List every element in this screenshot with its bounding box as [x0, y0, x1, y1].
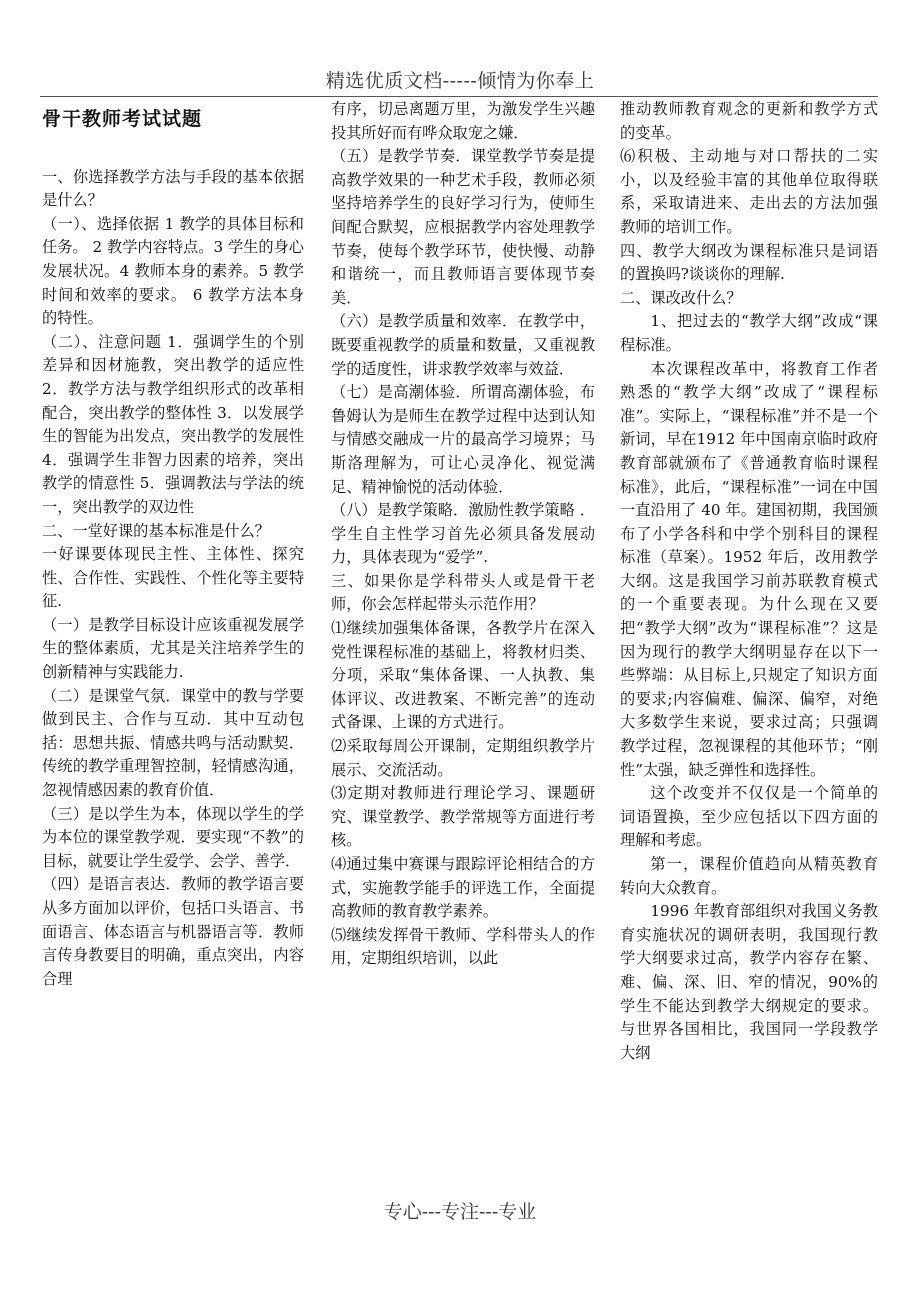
paragraph: ⑹积极、主动地与对口帮扶的二实小，以及经验丰富的其他单位取得联系，采取请进来、走出去的方法加强教师的培训工作。: [620, 147, 878, 236]
question-2: 二、一堂好课的基本标准是什么？: [42, 521, 270, 540]
page-footer: 专心---专注---专业: [383, 1201, 537, 1223]
question-4: 四、教学大纲改为课程标准只是词语的置换吗?谈谈你的理解.: [620, 241, 878, 284]
paragraph: （八）是教学策略．激励性教学策略 ．学生自主性学习首先必须具备发展动力，具体表现为“爱学”.: [331, 501, 595, 567]
column-2: [331, 98, 595, 1188]
page-header: 精选优质文档-----倾情为你奉上: [325, 70, 595, 92]
paragraph: ⑷通过集中赛课与跟踪评论相结合的方式，实施教学能手的评选工作，全面提高教师的教育教学素养。: [331, 855, 595, 921]
paragraph: （六）是教学质量和效率．在教学中，既要重视教学的质量和数量，又重视教学的适度性，讲求教学效率与效益．: [331, 312, 595, 378]
paragraph: （二）是课堂气氛．课堂中的教与学要做到民主、合作与互动．其中互动包括：思想共振、情感共鸣与活动默契．传统的教学重理智控制，轻情感沟通，忽视情感因素的教育价值．: [42, 686, 304, 800]
paragraph: 本次课程改革中，将教育工作者熟悉的“教学大纲”改成了“课程标准”。实际上，“课程标准”并不是一个新词，早在1912 年中国南京临时政府教育部就颁布了《普通教育临时课程标准》，此后，“课程标准”一词在中国一直沿用了 40 年。建国初期，我国颁布了小学各科和中学个别科目的课程标准（草案）。1952 年后，改用教学大纲。这是我国学习前苏联教育模式的一个重要表现。为什么现在又要把“教学大纲”改为“课程标准”？这是因为现行的教学大纲明显存在以下一些弊端：从目标上,只规定了知识方面的要求;内容偏难、偏深、偏窄，对绝大多数学生来说，要求过高；只强调教学过程，忽视课程的其他环节；“刚性”太强，缺乏弹性和选择性。: [620, 359, 878, 779]
paragraph: ⑵采取每周公开课制，定期组织教学片展示、交流活动。: [331, 737, 595, 779]
column-3: [620, 98, 878, 1188]
paragraph: （四）是语言表达．教师的教学语言要从多方面加以评价，包括口头语言、书面语言、体态语言与机器语言等．教师言传身教要目的明确，重点突出，内容合理: [42, 875, 304, 988]
paragraph: （一）是教学目标设计应该重视发展学生的整体素质，尤其是关注培养学生的创新精神与实践能力.: [42, 615, 304, 682]
header-divider: [40, 96, 878, 97]
paragraph: 有序，切忌离题万里，为激发学生兴趣投其所好而有哗众取宠之嫌．: [331, 100, 595, 142]
paragraph: 1996 年教育部组织对我国义务教育实施状况的调研表明，我国现行教学大纲要求过高，教学内容存在繁、难、偏、深、旧、窄的情况，90%的学生不能达到教学大纲规定的要求。与世界各国相比，我国同一学段教学大纲: [620, 902, 878, 1062]
paragraph: （一）、选择依据 1 教学的具体目标和任务。 2 教学内容特点。3 学生的身心发展状况。4 教师本身的素养。5 教学时间和效率的要求。 6 教学方法本身的特性。: [42, 214, 304, 328]
paragraph: （五）是教学节奏．课堂教学节奏是提高教学效果的一种艺术手段，教师必须坚持培养学生的良好学习行为，使师生间配合默契，应根据教学内容处理教学节奏，使每个教学环节，使快慢、动静和谐统一，而且教师语言要体现节奏美．: [331, 147, 595, 307]
paragraph: ⑸继续发挥骨干教师、学科带头人的作用，定期组织培训，以此: [331, 925, 595, 968]
paragraph: 第一，课程价值趋向从精英教育转向大众教育。: [620, 855, 878, 897]
paragraph: 这个改变并不仅仅是一个简单的词语置换，至少应包括以下四方面的理解和考虑。: [620, 784, 878, 850]
paragraph: （七）是高潮体验．所谓高潮体验，布鲁姆认为是师生在教学过程中达到认知与情感交融成一片的最高学习境界；马斯洛理解为，可让心灵净化、视觉满足、精神愉悦的活动体验．: [331, 383, 595, 496]
paragraph: ⑶定期对教师进行理论学习、课题研究、课堂教学、教学常规等方面进行考核。: [331, 784, 595, 850]
document-title: 骨干教师考试试题: [42, 108, 203, 130]
question-3: 三、如果你是学科带头人或是骨干老师，你会怎样起带头示范作用？: [331, 571, 595, 614]
paragraph: （三）是以学生为本，体现以学生的学为本位的课堂教学观．要实现“不教”的目标，就要让学生爱学、会学、善学．: [42, 804, 304, 870]
section-heading: 二、课改改什么？: [620, 288, 742, 307]
paragraph: （二）、注意问题 1．强调学生的个别差异和因材施教，突出教学的适应性 2．教学方法与教学组织形式的改革相配合，突出教学的整体性 3．以发展学生的智能为出发点，突出教学的发展性 4．强调学生非智力因素的培养，突出教学的情意性 5．强调教法与学法的统一，突出教学的双边性: [42, 332, 304, 516]
paragraph: 1、把过去的“教学大纲”改成“课程标准。: [620, 312, 878, 354]
paragraph: 一好课要体现民主性、主体性、探究性、合作性、实践性、个性化等主要特征.: [42, 545, 304, 611]
question-1: 一、你选择教学方法与手段的基本依据是什么？: [42, 167, 304, 210]
paragraph: 推动教师教育观念的更新和教学方式的变革。: [620, 100, 878, 142]
paragraph: ⑴继续加强集体备课，各教学片在深入党性课程标准的基础上，将教材归类、分项，采取“集体备课、一人执教、集体评议、改进教案、不断完善”的连动式备课、上课的方式进行。: [331, 619, 595, 732]
column-1: [42, 98, 304, 1188]
